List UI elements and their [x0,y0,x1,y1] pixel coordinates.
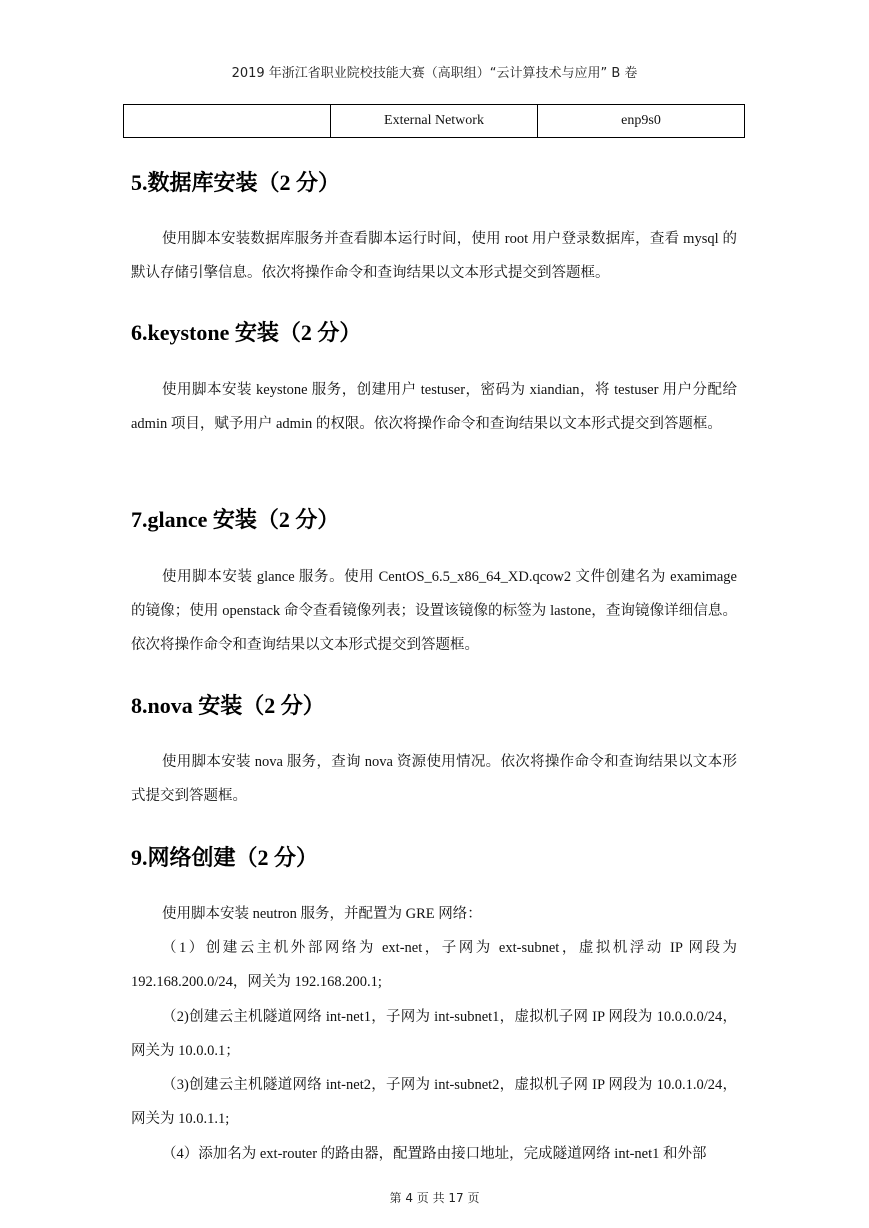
section-9-item-1: （1）创建云主机外部网络为 ext-net，子网为 ext-subnet，虚拟机浮动 IP 网段为 192.168.200.0/24，网关为 192.168.200.1; [131,940,737,990]
table-row [124,105,745,138]
section-5-paragraph: 使用脚本安装数据库服务并查看脚本运行时间，使用 root 用户登录数据库，查看 mysql 的默认存储引擎信息。依次将操作命令和查询结果以文本形式提交到答题框。 [131,231,737,281]
page-header: 2019 年浙江省职业院校技能大赛（高职组）“云计算技术与应用” B 卷 [231,66,638,81]
network-table [123,104,745,138]
table-cell [124,105,331,138]
section-6-paragraph: 使用脚本安装 keystone 服务，创建用户 testuser，密码为 xiandian，将 testuser 用户分配给 admin 项目，赋予用户 admin 的权限。依次将操作命令和查询结果以文本形式提交到答题框。 [131,382,737,432]
section-9-item-3: （3)创建云主机隧道网络 int-net2，子网为 int-subnet2，虚拟机子网 IP 网段为 10.0.1.0/24，网关为 10.0.1.1; [131,1077,737,1127]
section-9-title: 9.网络创建（2 分） [131,845,319,870]
section-5-title: 5.数据库安装（2 分） [131,170,341,195]
page-footer: 第 4 页 共 17 页 [389,1191,480,1205]
section-9-item-2: （2)创建云主机隧道网络 int-net1，子网为 int-subnet1，虚拟机子网 IP 网段为 10.0.0.0/24，网关为 10.0.0.1； [131,1009,737,1059]
section-7-paragraph: 使用脚本安装 glance 服务。使用 CentOS_6.5_x86_64_XD.qcow2 文件创建名为 examimage 的镜像；使用 openstack 命令查看镜像列表；设置该镜像的标签为 lastone，查询镜像详细信息。依次将操作命令和查询结果以文本形式提交到答题框。 [131,569,737,653]
table-cell: External Network [331,105,538,138]
section-9-intro: 使用脚本安装 neutron 服务，并配置为 GRE 网络： [162,906,482,922]
table-cell: enp9s0 [538,105,745,138]
section-8-title: 8.nova 安装（2 分） [131,693,325,718]
section-8-paragraph: 使用脚本安装 nova 服务，查询 nova 资源使用情况。依次将操作命令和查询结果以文本形式提交到答题框。 [131,754,737,804]
section-6-title: 6.keystone 安装（2 分） [131,320,362,345]
section-9-item-4: （4）添加名为 ext-router 的路由器，配置路由接口地址，完成隧道网络 int-net1 和外部 [162,1146,707,1162]
section-7-title: 7.glance 安装（2 分） [131,507,340,532]
